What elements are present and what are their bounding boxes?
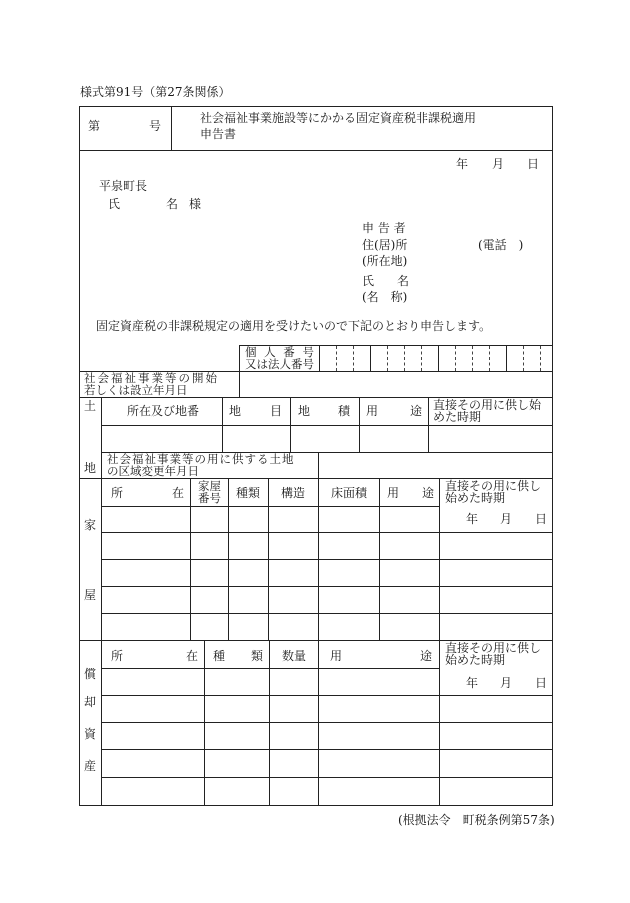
house-col-location: 所: [111, 486, 124, 500]
applicant-label: 申 告 者: [362, 221, 406, 235]
asset-col-location-2: 在: [186, 649, 199, 663]
house-col-number-2: 番号: [198, 491, 221, 505]
date-day: 日: [527, 157, 540, 171]
asset-side-label-3: 資: [84, 727, 97, 741]
applicant-location-label: (所在地): [362, 254, 408, 268]
start-date-label-2: 若しくは設立年月日: [84, 383, 188, 397]
form-border-right: [552, 106, 553, 806]
asset-col-use: 用: [330, 649, 343, 663]
land-col-use-2: 途: [410, 404, 423, 418]
applicant-org-name-label: (名 称): [362, 290, 408, 304]
house-col-structure: 構造: [281, 486, 306, 500]
asset-date-day: 日: [535, 676, 548, 690]
legal-basis: (根拠法令 町税条例第57条): [398, 813, 555, 827]
form-id: 様式第91号（第27条関係）: [80, 85, 231, 99]
land-side-label-2: 地: [84, 461, 97, 475]
asset-side-label: 償: [84, 667, 97, 681]
house-col-use: 用: [387, 486, 400, 500]
land-col-category-2: 目: [270, 404, 283, 418]
house-date-year: 年: [466, 512, 479, 526]
form-border-top: [79, 106, 553, 107]
land-side-label: 土: [84, 399, 97, 413]
house-date-day: 日: [535, 512, 548, 526]
land-col-category: 地: [229, 404, 242, 418]
land-change-label: 社会福祉事業等の用に供する土地: [107, 452, 295, 466]
form-title-line2: 申告書: [200, 127, 237, 141]
form-border-left: [79, 106, 80, 806]
house-side-label: 家: [84, 518, 97, 532]
number-label-suffix: 号: [149, 119, 162, 133]
number-label-prefix: 第: [88, 119, 101, 133]
house-col-type: 種類: [236, 486, 261, 500]
id-number-label: 個 人 番 号: [245, 345, 316, 359]
asset-col-type-2: 類: [251, 649, 264, 663]
house-col-use-2: 途: [422, 486, 435, 500]
land-col-direct-use-2: めた時期: [433, 410, 482, 424]
mayor-title: 平泉町長: [99, 179, 148, 193]
asset-date-month: 月: [500, 676, 513, 690]
applicant-name-label-2: 名: [397, 274, 410, 288]
land-col-location: 所在及び地番: [127, 404, 200, 418]
start-date-label: 社会福祉事業等の開始: [84, 371, 219, 385]
applicant-address-label: 住(居)所: [362, 238, 408, 252]
asset-col-quantity: 数量: [282, 649, 307, 663]
house-col-direct-use: 直接その用に供し: [445, 479, 542, 493]
applicant-name-label: 氏: [362, 274, 375, 288]
land-col-direct-use: 直接その用に供し始: [433, 398, 542, 412]
house-col-direct-use-2: 始めた時期: [445, 491, 506, 505]
land-col-use: 用: [366, 404, 379, 418]
asset-col-direct-use: 直接その用に供し: [445, 641, 542, 655]
asset-col-type: 種: [213, 649, 226, 663]
id-number-label-2: 又は法人番号: [245, 357, 314, 371]
date-year: 年: [456, 157, 469, 171]
land-change-label-2: の区域変更年月日: [107, 464, 199, 478]
asset-col-direct-use-2: 始めた時期: [445, 653, 506, 667]
asset-date-year: 年: [466, 676, 479, 690]
house-col-number: 家屋: [198, 479, 221, 493]
house-col-floor-area: 床面積: [331, 486, 368, 500]
asset-col-location: 所: [111, 649, 124, 663]
form-border-bottom: [79, 805, 553, 806]
land-col-area-2: 積: [338, 404, 351, 418]
declaration-text: 固定資産税の非課税規定の適用を受けたいので下記のとおり申告します。: [96, 319, 492, 333]
asset-col-use-2: 途: [420, 649, 433, 663]
form-title: 社会福祉事業施設等にかかる固定資産税非課税適用: [200, 111, 477, 125]
addressee-name-label: 氏: [108, 197, 121, 211]
applicant-phone-label: (電話 ): [478, 238, 524, 252]
side-label-column: [101, 397, 102, 805]
addressee-name-label-2: 名: [166, 197, 179, 211]
addressee-honorific: 様: [189, 197, 202, 211]
house-side-label-2: 屋: [84, 588, 97, 602]
date-month: 月: [492, 157, 505, 171]
land-col-area: 地: [298, 404, 311, 418]
house-col-location-2: 在: [172, 486, 185, 500]
house-date-month: 月: [500, 512, 513, 526]
asset-side-label-4: 産: [84, 759, 97, 773]
asset-side-label-2: 却: [84, 695, 97, 709]
